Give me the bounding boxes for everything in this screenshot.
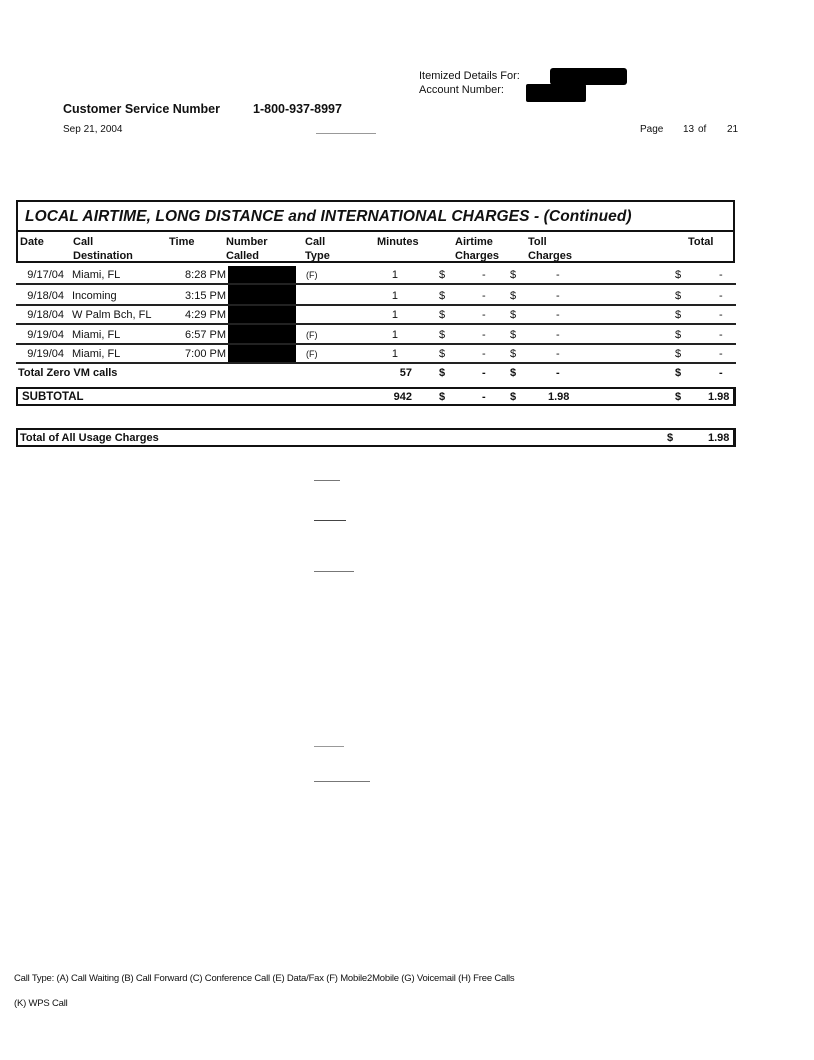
usage-total-amount: 1.98 xyxy=(708,432,730,444)
col-header-destination-2: Destination xyxy=(73,250,133,262)
row-toll-currency: $ xyxy=(510,329,517,341)
row-airtime-currency: $ xyxy=(439,329,446,341)
page-of-label: of xyxy=(698,124,707,135)
account-number-label: Account Number: xyxy=(419,84,504,96)
call-type-legend: Call Type: (A) Call Waiting (B) Call Forward (C) Conference Call (E) Data/Fax (F) Mobile2Mobile (G) Voicemail (H) Free Calls xyxy=(14,973,515,984)
redacted-name xyxy=(550,68,627,85)
row-date: 9/17/04 xyxy=(27,269,64,281)
row-total-currency: $ xyxy=(675,309,682,321)
row-destination: W Palm Bch, FL xyxy=(72,309,152,321)
scan-artifact xyxy=(314,571,354,572)
row-date: 9/18/04 xyxy=(27,290,64,302)
zero-vm-airtime-currency: $ xyxy=(439,367,446,379)
subtotal-total: 1.98 xyxy=(708,391,730,403)
customer-service-number: 1-800-937-8997 xyxy=(253,102,342,116)
subtotal-total-currency: $ xyxy=(675,391,682,403)
row-toll-currency: $ xyxy=(510,269,517,281)
scan-artifact xyxy=(314,781,370,782)
col-header-number-2: Called xyxy=(226,250,260,262)
usage-total-currency: $ xyxy=(667,432,674,444)
row-time: 4:29 PM xyxy=(185,309,226,321)
row-toll: - xyxy=(556,348,560,360)
zero-vm-row xyxy=(16,365,736,384)
row-toll: - xyxy=(556,329,560,341)
zero-vm-toll-currency: $ xyxy=(510,367,517,379)
zero-vm-toll: - xyxy=(556,367,560,379)
col-header-date: Date xyxy=(20,236,44,248)
zero-vm-total-currency: $ xyxy=(675,367,682,379)
row-destination: Miami, FL xyxy=(72,329,121,341)
page-label: Page xyxy=(640,124,664,135)
row-total: - xyxy=(719,309,723,321)
row-airtime-currency: $ xyxy=(439,290,446,302)
row-airtime-currency: $ xyxy=(439,348,446,360)
row-minutes: 1 xyxy=(391,269,398,281)
col-header-total: Total xyxy=(688,236,714,248)
subtotal-toll-currency: $ xyxy=(510,391,517,403)
col-header-toll-2: Charges xyxy=(528,250,573,262)
row-call-type: (F) xyxy=(306,330,318,340)
row-total: - xyxy=(719,329,723,341)
col-header-minutes: Minutes xyxy=(377,236,419,248)
col-header-number-1: Number xyxy=(226,236,268,248)
subtotal-label: SUBTOTAL xyxy=(22,391,84,403)
subtotal-toll: 1.98 xyxy=(548,391,570,403)
zero-vm-total: - xyxy=(719,367,723,379)
row-date: 9/19/04 xyxy=(27,348,64,360)
row-minutes: 1 xyxy=(391,329,398,341)
row-toll: - xyxy=(556,309,560,321)
row-airtime: - xyxy=(482,309,486,321)
row-toll-currency: $ xyxy=(510,348,517,360)
section-title: LOCAL AIRTIME, LONG DISTANCE and INTERNATIONAL CHARGES - (Continued) xyxy=(25,208,632,225)
col-header-destination-1: Call xyxy=(73,236,94,248)
row-time: 3:15 PM xyxy=(185,290,226,302)
row-airtime: - xyxy=(482,329,486,341)
subtotal-row xyxy=(16,387,736,406)
row-toll-currency: $ xyxy=(510,290,517,302)
row-date: 9/18/04 xyxy=(27,309,64,321)
row-total: - xyxy=(719,290,723,302)
row-call-type: (F) xyxy=(306,270,318,280)
statement-date: Sep 21, 2004 xyxy=(63,124,123,135)
col-header-airtime-2: Charges xyxy=(455,250,500,262)
row-minutes: 1 xyxy=(391,290,398,302)
itemized-details-label: Itemized Details For: xyxy=(419,70,520,82)
row-total-currency: $ xyxy=(675,269,682,281)
row-total-currency: $ xyxy=(675,329,682,341)
row-toll-currency: $ xyxy=(510,309,517,321)
table-row xyxy=(16,266,736,285)
scan-artifact xyxy=(314,746,344,747)
row-toll: - xyxy=(556,290,560,302)
section-title-bar xyxy=(18,202,733,232)
usage-total-label: Total of All Usage Charges xyxy=(20,432,159,444)
col-header-calltype-1: Call xyxy=(305,236,326,248)
row-toll: - xyxy=(556,269,560,281)
row-destination: Miami, FL xyxy=(72,269,121,281)
scan-artifact xyxy=(316,133,376,134)
row-time: 7:00 PM xyxy=(185,348,226,360)
col-header-airtime-1: Airtime xyxy=(455,236,493,248)
row-destination: Incoming xyxy=(72,290,117,302)
row-date: 9/19/04 xyxy=(27,329,64,341)
row-minutes: 1 xyxy=(391,309,398,321)
charges-section-header xyxy=(16,200,735,263)
table-row xyxy=(16,326,736,345)
page-total: 21 xyxy=(727,124,739,135)
page-current: 13 xyxy=(683,124,695,135)
scan-artifact xyxy=(314,480,340,481)
row-total: - xyxy=(719,269,723,281)
subtotal-airtime-currency: $ xyxy=(439,391,446,403)
zero-vm-airtime: - xyxy=(482,367,486,379)
row-destination: Miami, FL xyxy=(72,348,121,360)
row-airtime-currency: $ xyxy=(439,269,446,281)
row-airtime: - xyxy=(482,269,486,281)
zero-vm-minutes: 57 xyxy=(399,367,412,379)
row-total-currency: $ xyxy=(675,290,682,302)
col-header-time: Time xyxy=(169,236,195,248)
row-time: 6:57 PM xyxy=(185,329,226,341)
row-call-type: (F) xyxy=(306,349,318,359)
zero-vm-label: Total Zero VM calls xyxy=(18,367,118,379)
col-header-toll-1: Toll xyxy=(528,236,547,248)
redacted-account-number xyxy=(526,84,586,102)
row-total: - xyxy=(719,348,723,360)
row-airtime: - xyxy=(482,290,486,302)
table-row xyxy=(16,306,736,325)
scan-artifact xyxy=(314,520,346,521)
row-total-currency: $ xyxy=(675,348,682,360)
col-header-calltype-2: Type xyxy=(305,250,330,262)
table-row xyxy=(16,345,736,364)
row-airtime: - xyxy=(482,348,486,360)
customer-service-label: Customer Service Number xyxy=(63,102,221,116)
usage-total-row xyxy=(16,428,736,447)
row-minutes: 1 xyxy=(391,348,398,360)
call-type-legend-line2: (K) WPS Call xyxy=(14,998,68,1009)
subtotal-minutes: 942 xyxy=(393,391,412,403)
row-airtime-currency: $ xyxy=(439,309,446,321)
subtotal-airtime: - xyxy=(482,391,486,403)
row-time: 8:28 PM xyxy=(185,269,226,281)
table-row xyxy=(16,287,736,306)
